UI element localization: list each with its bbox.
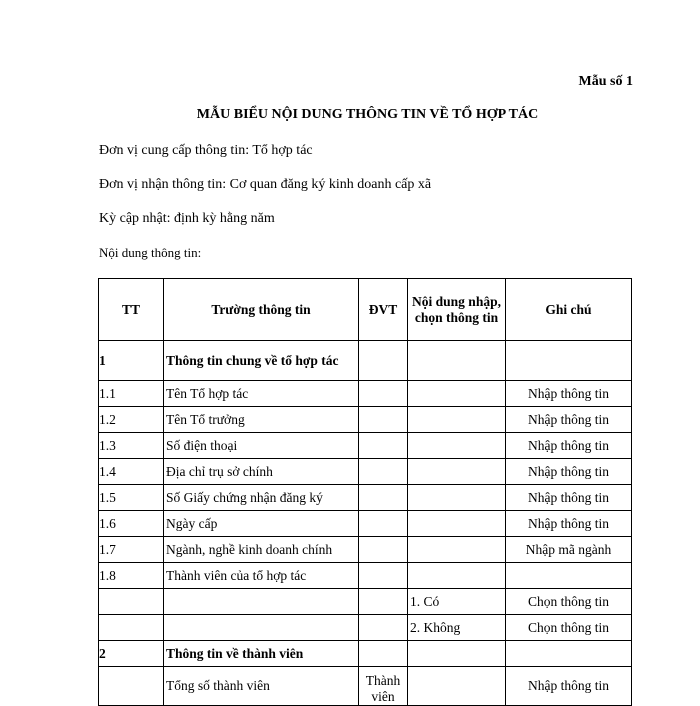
row-unit <box>359 641 408 667</box>
row-field: Số điện thoại <box>164 433 359 459</box>
table-header-row <box>99 279 632 341</box>
row-field <box>164 615 359 641</box>
table-row <box>99 641 632 667</box>
table-row <box>99 615 632 641</box>
table-row <box>99 433 632 459</box>
row-field: Tên Tổ trưởng <box>164 407 359 433</box>
row-note <box>506 563 632 589</box>
row-note: Chọn thông tin <box>506 615 632 641</box>
table-row <box>99 341 632 381</box>
row-field: Thông tin về thành viên <box>164 641 359 667</box>
row-input[interactable] <box>408 459 506 485</box>
provider-line: Đơn vị cung cấp thông tin: Tổ hợp tác <box>99 143 313 158</box>
table-row <box>99 563 632 589</box>
row-unit <box>359 537 408 563</box>
row-tt: 1.8 <box>99 563 164 589</box>
row-unit <box>359 459 408 485</box>
row-unit <box>359 433 408 459</box>
row-input[interactable] <box>408 641 506 667</box>
row-input[interactable] <box>408 485 506 511</box>
row-note: Chọn thông tin <box>506 589 632 615</box>
row-note: Nhập thông tin <box>506 667 632 706</box>
table-row <box>99 407 632 433</box>
header-input: Nội dung nhập, chọn thông tin <box>408 279 506 341</box>
row-note <box>506 641 632 667</box>
row-unit <box>359 563 408 589</box>
row-field <box>164 589 359 615</box>
row-field: Thông tin chung về tổ hợp tác <box>164 341 359 381</box>
row-unit <box>359 485 408 511</box>
row-unit <box>359 589 408 615</box>
info-table <box>98 278 632 706</box>
option-yes[interactable]: 1. Có <box>408 589 506 615</box>
row-note: Nhập thông tin <box>506 485 632 511</box>
update-period-line: Kỳ cập nhật: định kỳ hằng năm <box>99 211 275 226</box>
row-tt: 1.3 <box>99 433 164 459</box>
row-unit: Thành viên <box>359 667 408 706</box>
row-unit <box>359 341 408 381</box>
row-input[interactable] <box>408 341 506 381</box>
row-input[interactable] <box>408 433 506 459</box>
table-row <box>99 485 632 511</box>
row-unit <box>359 615 408 641</box>
row-input[interactable] <box>408 563 506 589</box>
table-row <box>99 459 632 485</box>
table-row <box>99 537 632 563</box>
row-unit <box>359 381 408 407</box>
row-unit <box>359 511 408 537</box>
row-tt: 1.4 <box>99 459 164 485</box>
header-unit: ĐVT <box>359 279 408 341</box>
table-row <box>99 511 632 537</box>
row-field: Địa chỉ trụ sở chính <box>164 459 359 485</box>
header-note: Ghi chú <box>506 279 632 341</box>
row-tt: 1.5 <box>99 485 164 511</box>
row-tt: 1 <box>99 341 164 381</box>
row-tt <box>99 589 164 615</box>
receiver-line: Đơn vị nhận thông tin: Cơ quan đăng ký kinh doanh cấp xã <box>99 177 432 192</box>
row-field: Số Giấy chứng nhận đăng ký <box>164 485 359 511</box>
row-note: Nhập mã ngành <box>506 537 632 563</box>
table-row <box>99 381 632 407</box>
table-row <box>99 589 632 615</box>
row-tt: 2 <box>99 641 164 667</box>
row-tt: 1.6 <box>99 511 164 537</box>
row-input[interactable] <box>408 407 506 433</box>
row-field: Ngày cấp <box>164 511 359 537</box>
row-field: Ngành, nghề kinh doanh chính <box>164 537 359 563</box>
document-title: MẪU BIỂU NỘI DUNG THÔNG TIN VỀ TỔ HỢP TÁC <box>196 107 539 122</box>
form-number: Mẫu số 1 <box>578 74 633 89</box>
row-tt: 1.2 <box>99 407 164 433</box>
row-input[interactable] <box>408 537 506 563</box>
row-note: Nhập thông tin <box>506 511 632 537</box>
header-field: Trường thông tin <box>164 279 359 341</box>
row-note: Nhập thông tin <box>506 459 632 485</box>
row-tt: 1.1 <box>99 381 164 407</box>
row-note: Nhập thông tin <box>506 381 632 407</box>
row-note <box>506 341 632 381</box>
row-input[interactable] <box>408 511 506 537</box>
row-note: Nhập thông tin <box>506 433 632 459</box>
option-no[interactable]: 2. Không <box>408 615 506 641</box>
row-tt: 1.7 <box>99 537 164 563</box>
row-unit <box>359 407 408 433</box>
row-note: Nhập thông tin <box>506 407 632 433</box>
row-field: Thành viên của tổ hợp tác <box>164 563 359 589</box>
row-field: Tên Tổ hợp tác <box>164 381 359 407</box>
row-tt <box>99 615 164 641</box>
row-input[interactable] <box>408 381 506 407</box>
header-tt: TT <box>99 279 164 341</box>
row-field: Tổng số thành viên <box>164 667 359 706</box>
content-label: Nội dung thông tin: <box>99 245 202 260</box>
